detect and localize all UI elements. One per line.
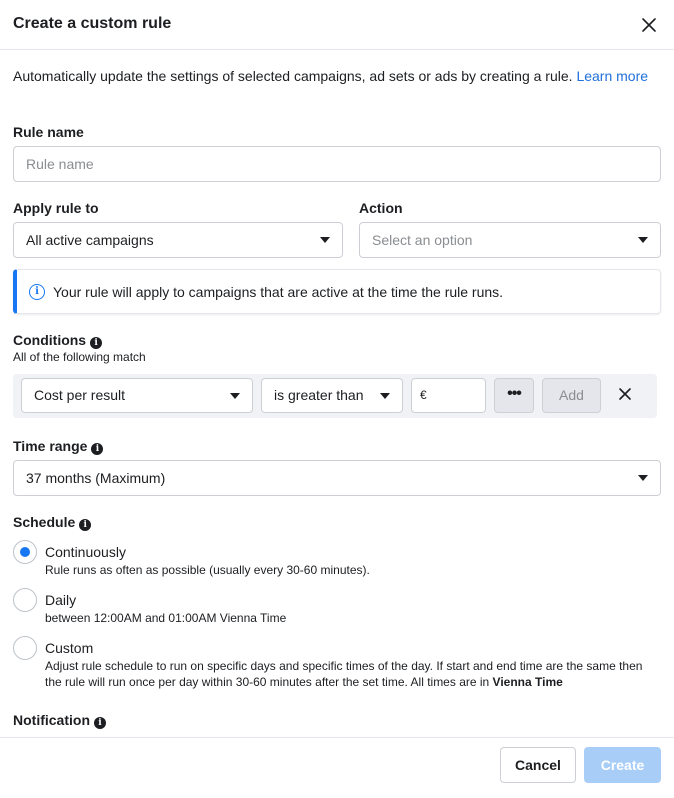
time-range-select[interactable]: [13, 460, 661, 496]
schedule-daily-title: Daily: [45, 592, 77, 608]
intro-description: Automatically update the settings of selected campaigns, ad sets or ads by creating a rule.: [13, 68, 577, 84]
apply-rule-to-value: All active campaigns: [26, 232, 154, 248]
condition-row: [13, 374, 657, 418]
apply-rule-to-select[interactable]: [13, 222, 343, 258]
rule-name-input[interactable]: Rule name: [13, 146, 661, 182]
conditions-label: [13, 332, 102, 349]
schedule-daily-radio[interactable]: [13, 588, 37, 612]
remove-condition-icon[interactable]: [617, 386, 633, 402]
dialog-footer: [0, 737, 674, 798]
schedule-timezone: Vienna Time: [492, 675, 563, 689]
close-icon[interactable]: [638, 14, 660, 36]
learn-more-link[interactable]: Learn more: [576, 68, 649, 84]
dialog-body[interactable]: [0, 51, 674, 737]
caret-down-icon: [230, 393, 240, 399]
schedule-continuously-desc: Rule runs as often as possible (usually every 30-60 minutes).: [45, 563, 370, 577]
conditions-sublabel: All of the following match: [13, 350, 146, 364]
more-options-button[interactable]: •••: [494, 378, 534, 413]
condition-value-input[interactable]: [411, 378, 486, 413]
schedule-continuously-title: Continuously: [45, 544, 126, 560]
schedule-custom-desc-text: Adjust rule schedule to run on specific days and specific times of the day. If start and end time are the same then the rule will run once per day within 30-60 minutes after the set time. All times are in: [45, 659, 643, 689]
action-select[interactable]: [359, 222, 661, 258]
info-icon[interactable]: i: [91, 443, 103, 455]
time-range-value: 37 months (Maximum): [26, 470, 166, 486]
info-icon[interactable]: i: [94, 717, 106, 729]
caret-down-icon: [380, 393, 390, 399]
condition-operator-select[interactable]: [261, 378, 403, 413]
notification-label: [13, 712, 106, 729]
action-label: Action: [359, 200, 403, 216]
rule-name-label: Rule name: [13, 124, 84, 140]
caret-down-icon: [320, 237, 330, 243]
apply-rule-to-label: Apply rule to: [13, 200, 99, 216]
cancel-button[interactable]: Cancel: [500, 747, 576, 783]
info-banner: [13, 269, 661, 314]
intro-text: [13, 66, 653, 86]
conditions-label-text: Conditions: [13, 332, 87, 348]
schedule-custom-title: Custom: [45, 640, 94, 656]
schedule-label-text: Schedule: [13, 514, 76, 530]
info-icon[interactable]: i: [79, 519, 91, 531]
caret-down-icon: [638, 475, 648, 481]
time-range-label: [13, 438, 103, 455]
info-banner-text: Your rule will apply to campaigns that are active at the time the rule runs.: [53, 284, 504, 300]
dialog-title: Create a custom rule: [13, 15, 172, 32]
schedule-continuously-radio[interactable]: [13, 540, 37, 564]
currency-symbol: €: [420, 388, 427, 402]
condition-metric-select[interactable]: [21, 378, 253, 413]
info-icon: i: [29, 284, 45, 300]
create-button[interactable]: Create: [584, 747, 661, 783]
dialog-header: [0, 0, 674, 50]
schedule-custom-radio[interactable]: [13, 636, 37, 660]
schedule-label: [13, 514, 91, 531]
schedule-daily-desc: between 12:00AM and 01:00AM Vienna Time: [45, 611, 287, 625]
caret-down-icon: [638, 237, 648, 243]
condition-operator-value: is greater than: [274, 387, 364, 403]
add-condition-button[interactable]: Add: [542, 378, 601, 413]
schedule-custom-desc: [45, 658, 660, 690]
action-placeholder: Select an option: [372, 232, 473, 248]
info-icon[interactable]: i: [90, 337, 102, 349]
time-range-label-text: Time range: [13, 438, 88, 454]
condition-metric-value: Cost per result: [34, 387, 126, 403]
notification-label-text: Notification: [13, 712, 90, 728]
